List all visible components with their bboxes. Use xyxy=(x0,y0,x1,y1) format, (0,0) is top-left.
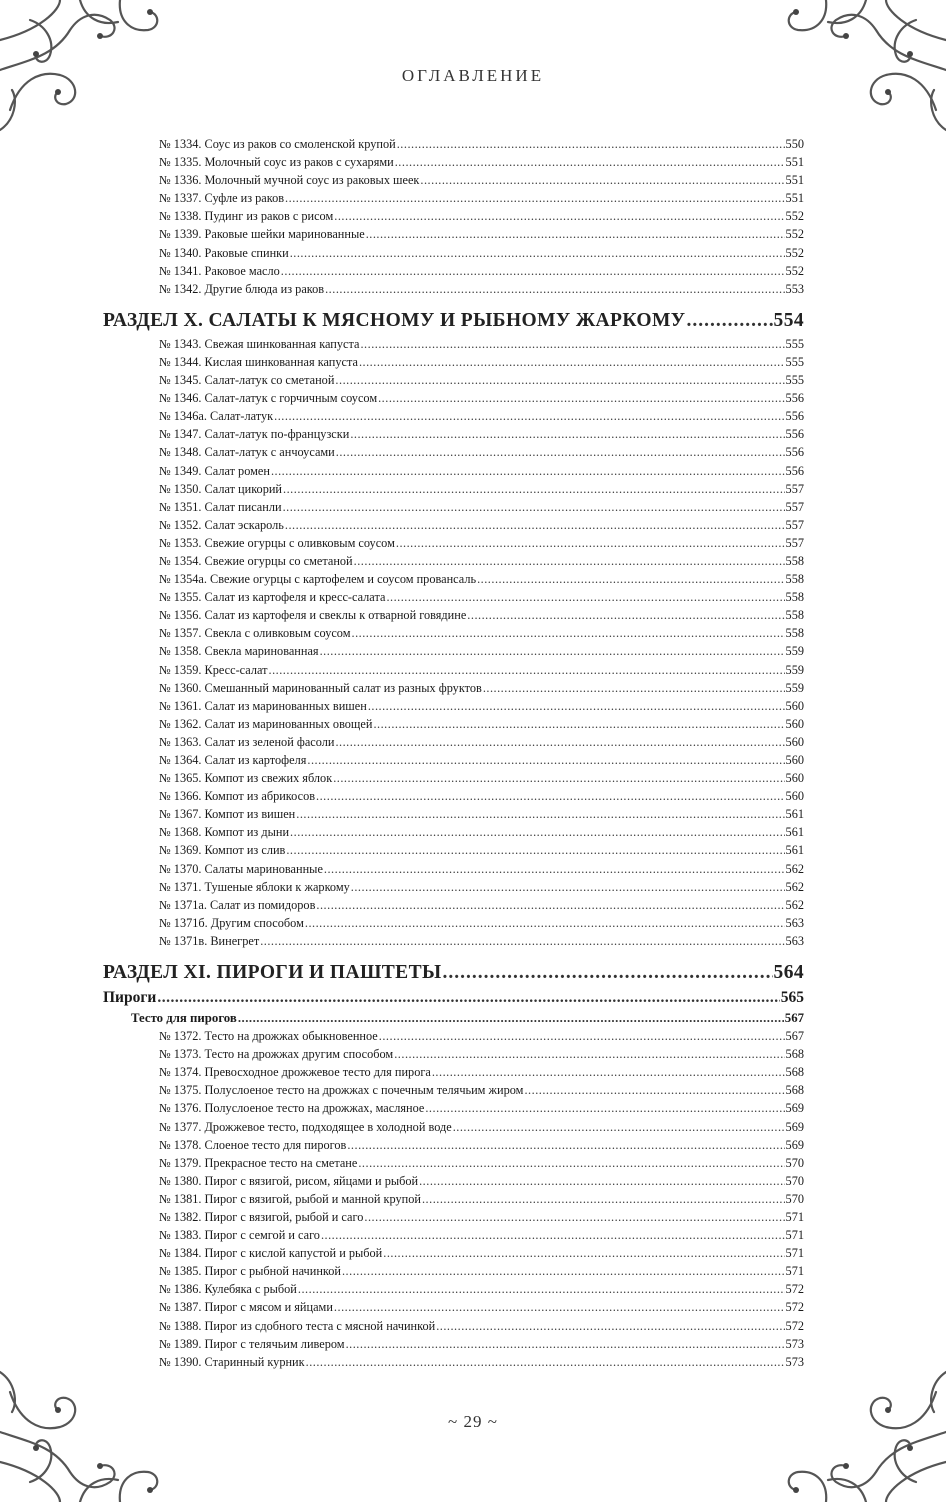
toc-page-number: 570 xyxy=(785,1191,804,1206)
dot-leader xyxy=(436,1317,784,1335)
dot-leader xyxy=(366,225,785,243)
dot-leader xyxy=(383,1244,784,1262)
toc-page-number: 570 xyxy=(785,1173,804,1188)
toc-title: № 1360. Смешанный маринованный салат из разных фруктов xyxy=(159,680,482,695)
dot-leader xyxy=(368,697,785,715)
dot-leader xyxy=(335,371,784,389)
toc-page-number: 557 xyxy=(785,517,804,532)
dot-leader xyxy=(352,624,785,642)
toc-title: № 1356. Салат из картофеля и свеклы к отварной говядине xyxy=(159,608,467,623)
toc-page-number: 557 xyxy=(785,499,804,514)
dot-leader xyxy=(395,153,785,171)
dot-leader xyxy=(238,1009,784,1027)
toc-entry[interactable] xyxy=(103,661,804,679)
toc-entry[interactable] xyxy=(103,189,804,207)
toc-page-number: 558 xyxy=(785,608,804,623)
toc-page-number: 562 xyxy=(785,879,804,894)
toc-title: № 1377. Дрожжевое тесто, подходящее в холодной воде xyxy=(159,1119,452,1134)
toc-page-number: 569 xyxy=(785,1101,804,1116)
toc-page-number: 561 xyxy=(785,825,804,840)
dot-leader xyxy=(334,1298,785,1316)
toc-page-number: 558 xyxy=(785,626,804,641)
dot-leader xyxy=(467,606,784,624)
toc-page-number: 557 xyxy=(785,481,804,496)
dot-leader xyxy=(307,751,784,769)
toc-entry[interactable] xyxy=(103,407,804,425)
toc-entry[interactable] xyxy=(103,1262,804,1280)
toc-title: РАЗДЕЛ XI. ПИРОГИ И ПАШТЕТЫ xyxy=(103,962,442,984)
toc-entry[interactable] xyxy=(103,207,804,225)
toc-entry[interactable] xyxy=(103,624,804,642)
dot-leader xyxy=(453,1118,785,1136)
toc-page-number: 563 xyxy=(785,933,804,948)
toc-title: № 1342. Другие блюда из раков xyxy=(159,281,325,296)
toc-page-number: 560 xyxy=(785,789,804,804)
toc-page-number: 560 xyxy=(785,716,804,731)
toc-entry[interactable] xyxy=(103,534,804,552)
toc-page-number: 556 xyxy=(785,445,804,460)
toc-title: № 1365. Компот из свежих яблок xyxy=(159,771,333,786)
toc-page-number: 553 xyxy=(785,281,804,296)
toc-page-number: 558 xyxy=(785,590,804,605)
dot-leader xyxy=(325,280,784,298)
toc-title: № 1351. Салат писанли xyxy=(159,499,282,514)
toc-title: № 1346. Салат-латук с горчичным соусом xyxy=(159,391,378,406)
dot-leader xyxy=(285,516,785,534)
toc-title: № 1374. Превосходное дрожжевое тесто для пирога xyxy=(159,1065,431,1080)
toc-title: № 1355. Салат из картофеля и кресс-салата xyxy=(159,590,386,605)
toc-entry[interactable] xyxy=(103,443,804,461)
toc-title: № 1339. Раковые шейки маринованные xyxy=(159,227,365,242)
toc-entry[interactable] xyxy=(103,1298,804,1316)
toc-entry[interactable] xyxy=(103,787,804,805)
toc-entry[interactable] xyxy=(103,1190,804,1208)
toc-subsection-heading[interactable] xyxy=(103,987,804,1009)
dot-leader xyxy=(269,661,785,679)
toc-title: № 1381. Пирог с вязигой, рыбой и манной крупой xyxy=(159,1191,421,1206)
toc-entry[interactable] xyxy=(103,896,804,914)
dot-leader xyxy=(432,1063,785,1081)
toc-page-number: 573 xyxy=(785,1354,804,1369)
toc-entry[interactable] xyxy=(103,498,804,516)
toc-title: № 1343. Свежая шинкованная капуста xyxy=(159,336,360,351)
dot-leader xyxy=(396,534,785,552)
toc-entry[interactable] xyxy=(103,371,804,389)
toc-title: № 1389. Пирог с телячьим ливером xyxy=(159,1336,345,1351)
dot-leader xyxy=(281,262,785,280)
dot-leader xyxy=(350,425,784,443)
toc-page-number: 562 xyxy=(785,861,804,876)
toc-page-number: 562 xyxy=(785,897,804,912)
toc-section-heading[interactable] xyxy=(103,960,804,986)
toc-title: № 1348. Салат-латук с анчоусами xyxy=(159,445,335,460)
toc-entry[interactable] xyxy=(103,552,804,570)
toc-title: № 1350. Салат цикорий xyxy=(159,481,283,496)
toc-title: № 1380. Пирог с вязигой, рисом, яйцами и рыбой xyxy=(159,1173,419,1188)
toc-page-number: 552 xyxy=(785,209,804,224)
dot-leader xyxy=(305,914,785,932)
toc-title: № 1376. Полуслоеное тесто на дрожжах, масляное xyxy=(159,1101,425,1116)
toc-title: № 1362. Салат из маринованных овощей xyxy=(159,716,373,731)
dot-leader xyxy=(443,960,773,986)
dot-leader xyxy=(342,1262,785,1280)
toc-page-number: 567 xyxy=(784,1011,804,1026)
toc-page-number: 559 xyxy=(785,662,804,677)
dot-leader xyxy=(334,207,784,225)
toc-title: № 1354а. Свежие огурцы с картофелем и соусом провансаль xyxy=(159,572,477,587)
toc-page-number: 563 xyxy=(785,915,804,930)
toc-title: № 1349. Салат ромен xyxy=(159,463,270,478)
dot-leader xyxy=(298,1280,785,1298)
toc-title: № 1372. Тесто на дрожжах обыкновенное xyxy=(159,1029,378,1044)
toc-entry[interactable] xyxy=(103,280,804,298)
dot-leader xyxy=(346,1335,785,1353)
toc-page-number: 564 xyxy=(773,962,804,984)
toc-section-heading[interactable] xyxy=(103,308,804,334)
dot-leader xyxy=(335,733,784,751)
dot-leader xyxy=(364,1208,784,1226)
toc-title: № 1340. Раковые спинки xyxy=(159,245,289,260)
dot-leader xyxy=(360,335,784,353)
toc-entry[interactable] xyxy=(103,1244,804,1262)
table-of-contents xyxy=(103,135,804,1371)
toc-entry[interactable] xyxy=(103,1172,804,1190)
toc-page-number: 550 xyxy=(785,137,804,151)
toc-page-number: 559 xyxy=(785,644,804,659)
toc-page-number: 568 xyxy=(785,1065,804,1080)
dot-leader xyxy=(483,679,785,697)
toc-entry[interactable] xyxy=(103,769,804,787)
toc-title: № 1363. Салат из зеленой фасоли xyxy=(159,734,335,749)
dot-leader xyxy=(477,570,784,588)
toc-page-number: 560 xyxy=(785,753,804,767)
toc-page-number: 567 xyxy=(785,1029,804,1044)
toc-page-number: 560 xyxy=(785,698,804,713)
dot-leader xyxy=(420,171,784,189)
dot-leader xyxy=(394,1045,784,1063)
toc-page-number: 558 xyxy=(785,572,804,587)
toc-page-number: 551 xyxy=(785,155,804,170)
toc-title: № 1390. Старинный курник xyxy=(159,1354,305,1369)
dot-leader xyxy=(260,932,784,950)
toc-entry[interactable] xyxy=(103,751,804,769)
dot-leader xyxy=(290,244,785,262)
toc-page-number: 568 xyxy=(785,1047,804,1062)
toc-title: № 1336. Молочный мучной соус из раковых шеек xyxy=(159,173,420,188)
toc-entry[interactable] xyxy=(103,244,804,262)
dot-leader xyxy=(321,1226,785,1244)
toc-entry[interactable] xyxy=(103,425,804,443)
toc-page-number: 554 xyxy=(773,309,804,331)
dot-leader xyxy=(347,1136,784,1154)
dot-leader xyxy=(271,462,785,480)
toc-entry[interactable] xyxy=(103,932,804,950)
toc-title: № 1373. Тесто на дрожжах другим способом xyxy=(159,1047,394,1062)
toc-page-number: 552 xyxy=(785,245,804,260)
toc-page-number: 551 xyxy=(785,173,804,188)
toc-page-number: 572 xyxy=(785,1300,804,1315)
toc-title: № 1384. Пирог с кислой капустой и рыбой xyxy=(159,1246,383,1261)
toc-entry[interactable] xyxy=(103,153,804,171)
toc-page-number: 573 xyxy=(785,1336,804,1351)
toc-page-number: 570 xyxy=(785,1155,804,1170)
dot-leader xyxy=(686,308,772,334)
toc-entry[interactable] xyxy=(103,1063,804,1081)
toc-entry[interactable] xyxy=(103,606,804,624)
toc-title: № 1383. Пирог с семгой и саго xyxy=(159,1228,320,1243)
dot-leader xyxy=(290,823,785,841)
toc-entry[interactable] xyxy=(103,1280,804,1298)
toc-title: № 1385. Пирог с рыбной начинкой xyxy=(159,1264,341,1279)
toc-entry[interactable] xyxy=(103,1154,804,1172)
toc-entry[interactable] xyxy=(103,262,804,280)
toc-page-number: 556 xyxy=(785,391,804,406)
toc-title: № 1357. Свекла с оливковым соусом xyxy=(159,626,351,641)
toc-entry[interactable] xyxy=(103,1118,804,1136)
toc-title: № 1352. Салат эскароль xyxy=(159,517,284,532)
toc-page-number: 571 xyxy=(785,1246,804,1261)
toc-title: № 1379. Прекрасное тесто на сметане xyxy=(159,1155,358,1170)
toc-title: № 1386. Кулебяка с рыбой xyxy=(159,1282,297,1297)
running-header: ОГЛАВЛЕНИЕ xyxy=(401,66,545,85)
toc-page-number: 571 xyxy=(785,1264,804,1279)
dot-leader xyxy=(397,135,785,153)
toc-entry[interactable] xyxy=(103,805,804,823)
toc-entry[interactable] xyxy=(103,389,804,407)
toc-title: Тесто для пирогов xyxy=(131,1011,237,1026)
toc-entry[interactable] xyxy=(103,225,804,243)
toc-title: № 1335. Молочный соус из раков с сухарями xyxy=(159,155,394,170)
dot-leader xyxy=(157,987,779,1009)
toc-entry[interactable] xyxy=(103,1045,804,1063)
toc-entry[interactable] xyxy=(103,715,804,733)
toc-page-number: 559 xyxy=(785,680,804,695)
toc-page-number: 556 xyxy=(785,409,804,424)
dot-leader xyxy=(386,588,784,606)
toc-entry[interactable] xyxy=(103,1208,804,1226)
toc-title: № 1368. Компот из дыни xyxy=(159,825,290,840)
toc-entry[interactable] xyxy=(103,1081,804,1099)
toc-title: № 1354. Свежие огурцы со сметаной xyxy=(159,553,353,568)
toc-title: № 1382. Пирог с вязигой, рыбой и саго xyxy=(159,1209,364,1224)
dot-leader xyxy=(336,443,785,461)
toc-title: № 1341. Раковое масло xyxy=(159,263,280,278)
toc-entry[interactable] xyxy=(103,1136,804,1154)
toc-page-number: 558 xyxy=(785,553,804,568)
toc-title: № 1375. Полуслоеное тесто на дрожжах с почечным телячьим жиром xyxy=(159,1083,524,1098)
toc-title: Пироги xyxy=(103,989,157,1007)
dot-leader xyxy=(324,860,785,878)
dot-leader xyxy=(379,1027,785,1045)
toc-title: № 1371б. Другим способом xyxy=(159,915,304,930)
page-number: ~ 29 ~ xyxy=(448,1412,498,1431)
toc-page-number: 572 xyxy=(785,1318,804,1333)
toc-entry[interactable] xyxy=(103,733,804,751)
toc-page-number: 552 xyxy=(785,227,804,242)
toc-entry[interactable] xyxy=(103,570,804,588)
toc-subsubsection-heading[interactable] xyxy=(103,1009,804,1027)
dot-leader xyxy=(283,480,785,498)
toc-page-number: 571 xyxy=(785,1209,804,1224)
dot-leader xyxy=(351,878,785,896)
dot-leader xyxy=(283,498,785,516)
toc-entry[interactable] xyxy=(103,823,804,841)
dot-leader xyxy=(358,1154,784,1172)
toc-title: № 1353. Свежие огурцы с оливковым соусом xyxy=(159,535,395,550)
toc-entry[interactable] xyxy=(103,588,804,606)
dot-leader xyxy=(286,841,784,859)
toc-title: № 1359. Кресс-салат xyxy=(159,662,268,677)
toc-page-number: 560 xyxy=(785,771,804,786)
toc-page-number: 552 xyxy=(785,263,804,278)
toc-entry[interactable] xyxy=(103,1335,804,1353)
toc-title: № 1367. Компот из вишен xyxy=(159,807,296,822)
toc-title: № 1338. Пудинг из раков с рисом xyxy=(159,209,334,224)
toc-title: РАЗДЕЛ X. САЛАТЫ К МЯСНОМУ И РЫБНОМУ ЖАРКОМУ xyxy=(103,309,686,331)
dot-leader xyxy=(354,552,785,570)
dot-leader xyxy=(373,715,784,733)
toc-title: № 1364. Салат из картофеля xyxy=(159,753,307,767)
toc-page-number: 555 xyxy=(785,336,804,351)
toc-page-number: 572 xyxy=(785,1282,804,1297)
toc-entry[interactable] xyxy=(103,679,804,697)
toc-page-number: 561 xyxy=(785,807,804,822)
toc-title: № 1337. Суфле из раков xyxy=(159,191,285,206)
dot-leader xyxy=(320,642,785,660)
toc-page-number: 560 xyxy=(785,734,804,749)
toc-page-number: 561 xyxy=(785,843,804,858)
toc-title: № 1378. Слоеное тесто для пирогов xyxy=(159,1137,347,1152)
toc-title: № 1371а. Салат из помидоров xyxy=(159,897,316,912)
toc-page-number: 556 xyxy=(785,427,804,442)
toc-title: № 1346а. Салат-латук xyxy=(159,409,274,424)
toc-entry[interactable] xyxy=(103,1226,804,1244)
toc-entry[interactable] xyxy=(103,1099,804,1117)
dot-leader xyxy=(359,353,785,371)
toc-page-number: 557 xyxy=(785,535,804,550)
dot-leader xyxy=(425,1099,784,1117)
toc-title: № 1388. Пирог из сдобного теста с мясной начинкой xyxy=(159,1318,436,1333)
toc-title: № 1370. Салаты маринованные xyxy=(159,861,323,876)
toc-entry[interactable] xyxy=(103,171,804,189)
toc-page-number: 556 xyxy=(785,463,804,478)
toc-entry[interactable] xyxy=(103,480,804,498)
toc-page-number: 569 xyxy=(785,1137,804,1152)
toc-title: № 1387. Пирог с мясом и яйцами xyxy=(159,1300,333,1315)
toc-page-number: 569 xyxy=(785,1119,804,1134)
toc-entry[interactable] xyxy=(103,516,804,534)
toc-page-number: 565 xyxy=(780,989,804,1007)
dot-leader xyxy=(296,805,784,823)
toc-title: № 1371в. Винегрет xyxy=(159,933,260,948)
toc-entry[interactable] xyxy=(103,353,804,371)
toc-page-number: 568 xyxy=(785,1083,804,1098)
dot-leader xyxy=(316,787,785,805)
toc-page-number: 551 xyxy=(785,191,804,206)
dot-leader xyxy=(422,1190,785,1208)
toc-entry[interactable] xyxy=(103,1353,804,1371)
dot-leader xyxy=(524,1081,784,1099)
dot-leader xyxy=(333,769,784,787)
toc-entry[interactable] xyxy=(103,860,804,878)
toc-title: № 1371. Тушеные яблоки к жаркому xyxy=(159,879,350,894)
toc-entry[interactable] xyxy=(103,1027,804,1045)
toc-entry[interactable] xyxy=(103,914,804,932)
toc-entry[interactable] xyxy=(103,642,804,660)
dot-leader xyxy=(316,896,784,914)
toc-entry[interactable] xyxy=(103,135,804,153)
toc-entry[interactable] xyxy=(103,335,804,353)
dot-leader xyxy=(419,1172,784,1190)
toc-page-number: 571 xyxy=(785,1228,804,1243)
section-gap xyxy=(103,298,804,308)
toc-title: № 1347. Салат-латук по-французски xyxy=(159,427,350,442)
toc-title: № 1345. Салат-латук со сметаной xyxy=(159,373,335,388)
toc-page-number: 555 xyxy=(785,373,804,388)
dot-leader xyxy=(274,407,784,425)
toc-entry[interactable] xyxy=(103,462,804,480)
toc-title: № 1369. Компот из слив xyxy=(159,843,286,858)
toc-title: № 1344. Кислая шинкованная капуста xyxy=(159,354,358,369)
toc-entry[interactable] xyxy=(103,878,804,896)
toc-title: № 1361. Салат из маринованных вишен xyxy=(159,698,367,713)
toc-entry[interactable] xyxy=(103,697,804,715)
dot-leader xyxy=(306,1353,785,1371)
dot-leader xyxy=(378,389,784,407)
toc-title: № 1366. Компот из абрикосов xyxy=(159,789,316,804)
toc-entry[interactable] xyxy=(103,841,804,859)
toc-page-number: 555 xyxy=(785,354,804,369)
toc-title: № 1334. Соус из раков со смоленской крупой xyxy=(159,137,396,151)
toc-title: № 1358. Свекла маринованная xyxy=(159,644,319,659)
dot-leader xyxy=(285,189,785,207)
toc-entry[interactable] xyxy=(103,1317,804,1335)
section-gap xyxy=(103,950,804,960)
